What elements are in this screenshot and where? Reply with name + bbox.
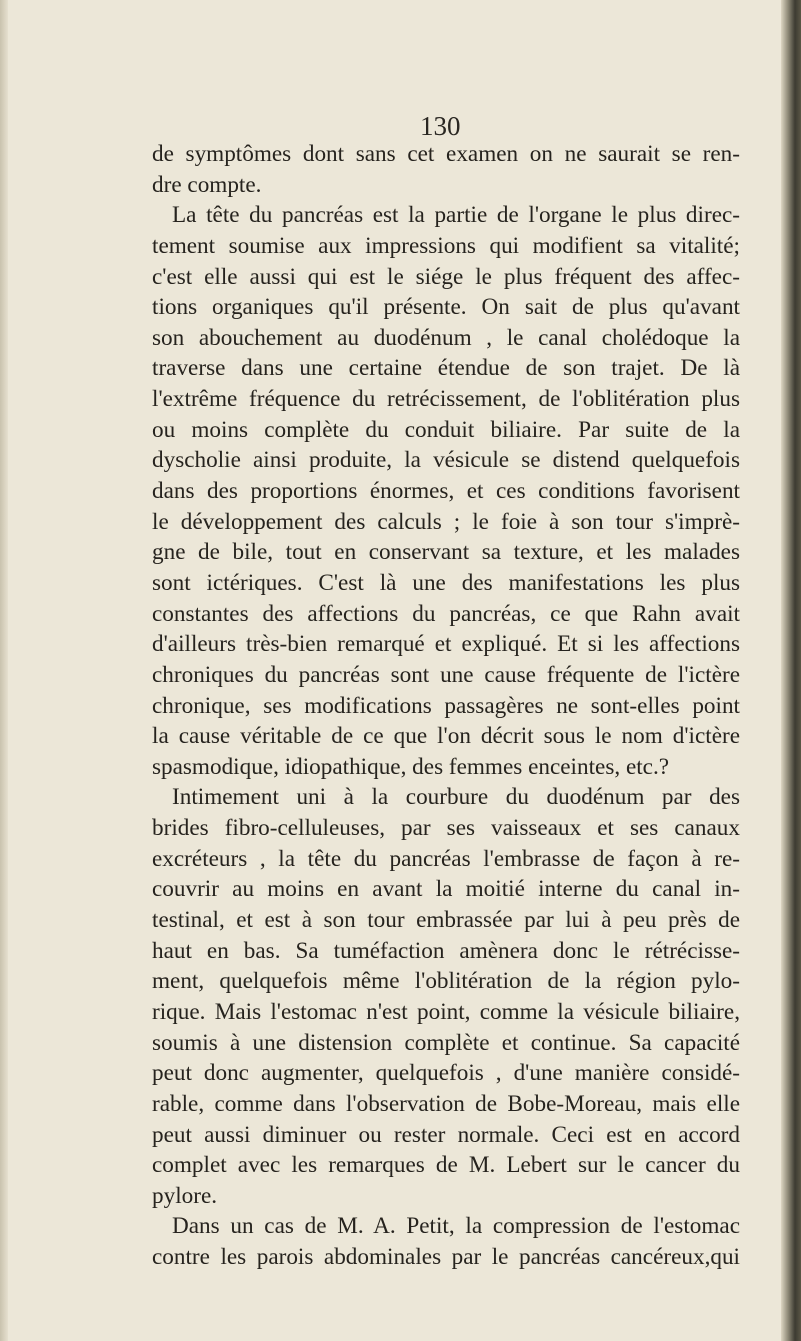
text-line: son abouchement au duodénum , le canal cholédoque la — [152, 324, 740, 351]
text-line: chronique, ses modifications passagères ne sont-elles point — [152, 692, 740, 719]
text-line: dre compte. — [152, 171, 262, 198]
text-line: la cause véritable de ce que l'on décrit sous le nom d'ictère — [152, 723, 740, 750]
text-line: testinal, et est à son tour embrassée par lui à peu près de — [152, 907, 740, 934]
text-line: rable, comme dans l'observation de Bobe-Moreau, mais elle — [152, 1090, 740, 1117]
text-line: c'est elle aussi qui est le siége le plus fréquent des affec- — [152, 263, 740, 290]
text-line: tement soumise aux impressions qui modifient sa vitalité; — [152, 232, 740, 259]
page-number: 130 — [420, 111, 461, 141]
text-line: le développement des calculs ; le foie à son tour s'imprè- — [152, 508, 740, 535]
text-line: haut en bas. Sa tuméfaction amènera donc le rétrécisse- — [152, 937, 740, 964]
page-binding-edge — [781, 0, 801, 1341]
text-line: La tête du pancréas est la partie de l'organe le plus direc- — [172, 202, 740, 229]
text-line: Dans un cas de M. A. Petit, la compression de l'estomac — [172, 1213, 740, 1240]
text-line: chroniques du pancréas sont une cause fréquente de l'ictère — [152, 661, 740, 688]
text-line: gne de bile, tout en conservant sa texture, et les malades — [152, 539, 740, 566]
text-line: pylore. — [152, 1182, 218, 1209]
text-line: excréteurs , la tête du pancréas l'embrasse de façon à re- — [152, 845, 740, 872]
text-line: traverse dans une certaine étendue de son trajet. De là — [152, 355, 740, 382]
text-line: peut donc augmenter, quelquefois , d'une manière considé- — [152, 1060, 740, 1087]
text-line: tions organiques qu'il présente. On sait de plus qu'avant — [152, 294, 740, 321]
text-line: rique. Mais l'estomac n'est point, comme la vésicule biliaire, — [152, 998, 740, 1025]
text-line: sont ictériques. C'est là une des manifestations les plus — [152, 569, 740, 596]
text-line: de symptômes dont sans cet examen on ne saurait se ren- — [152, 141, 740, 167]
text-line: dyscholie ainsi produite, la vésicule se distend quelquefois — [152, 447, 740, 474]
text-line: contre les parois abdominales par le pancréas cancéreux,qui — [152, 1244, 740, 1271]
text-line: Intimement uni à la courbure du duodénum par des — [172, 784, 740, 811]
text-line: soumis à une distension complète et continue. Sa capacité — [152, 1029, 740, 1056]
text-line: brides fibro-celluleuses, par ses vaisseaux et ses canaux — [152, 815, 740, 842]
text-line: ou moins complète du conduit biliaire. Par suite de la — [152, 416, 740, 443]
body-text — [152, 139, 740, 1273]
text-line: constantes des affections du pancréas, ce que Rahn avait — [152, 600, 740, 627]
text-line: ment, quelquefois même l'oblitération de la région pylo- — [152, 968, 740, 995]
text-line: spasmodique, idiopathique, des femmes enceintes, etc.? — [152, 753, 670, 780]
text-line: d'ailleurs très-bien remarqué et expliqué. Et si les affections — [152, 631, 740, 658]
text-line: complet avec les remarques de M. Lebert sur le cancer du — [152, 1152, 740, 1179]
text-line: l'extrême fréquence du retrécissement, de l'oblitération plus — [152, 386, 740, 413]
text-line: dans des proportions énormes, et ces conditions favorisent — [152, 478, 740, 505]
page-left-edge — [0, 0, 8, 1341]
text-line: couvrir au moins en avant la moitié interne du canal in- — [152, 876, 740, 903]
text-line: peut aussi diminuer ou rester normale. Ceci est en accord — [152, 1121, 740, 1148]
